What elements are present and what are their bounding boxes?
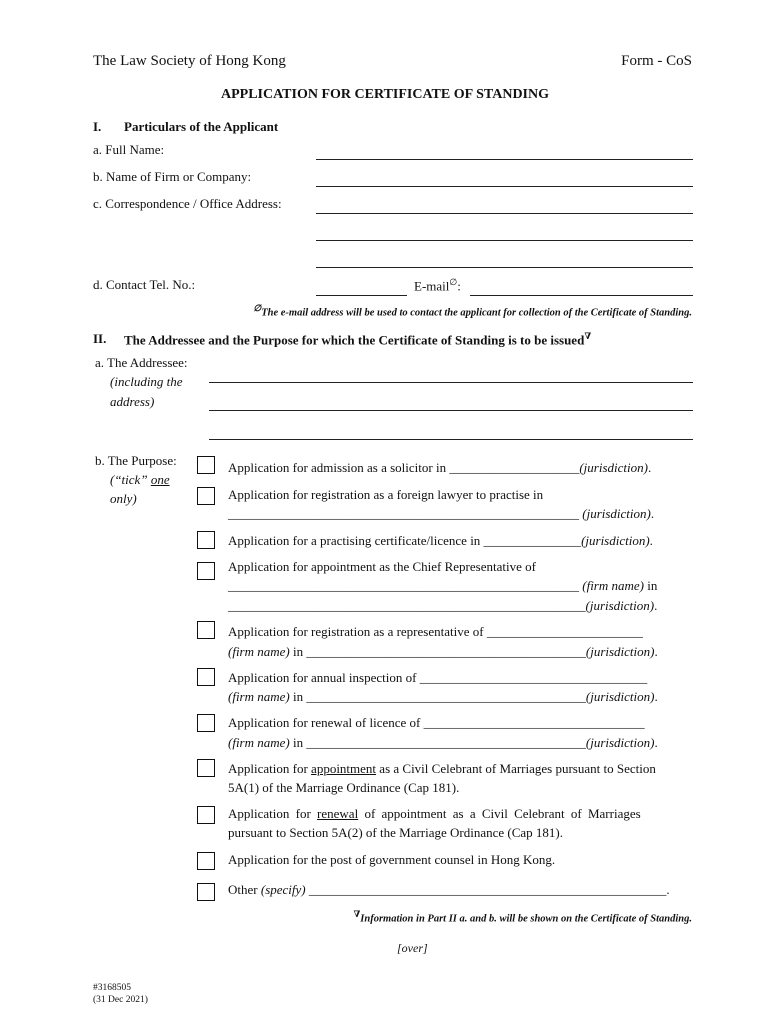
addressee-label: a. The Addressee: <box>95 355 188 370</box>
addressee-note-1: (including the <box>110 374 183 389</box>
option-foreign-lawyer-line-1: Application for registration as a foreign lawyer to practise in <box>228 487 544 502</box>
purpose-checkbox-representative[interactable] <box>197 621 215 639</box>
section2-footnote <box>354 909 692 925</box>
section2-number: II. <box>93 331 107 346</box>
purpose-checkbox-foreign-lawyer[interactable] <box>197 487 215 505</box>
option-practising-certificate-line-1: Application for a practising certificate/licence in _______________(jurisdiction). <box>228 533 653 548</box>
over-note: [over] <box>397 941 428 955</box>
purpose-label: b. The Purpose: <box>95 453 177 468</box>
document-reference: #3168505 <box>93 983 131 993</box>
option-chief-representative-line-3: _______________________________________________________(jurisdiction). <box>228 598 658 613</box>
option-foreign-lawyer-line-2: ______________________________________________________ (jurisdiction). <box>228 506 655 521</box>
address-label: c. Correspondence / Office Address: <box>93 196 282 211</box>
section2-footnote-text: Information in Part II a. and b. will be shown on the Certificate of Standing. <box>360 913 692 925</box>
option-representative-line-2: (firm name) in ___________________________________________(jurisdiction). <box>228 644 658 659</box>
option-other-line-1: Other (specify) _______________________________________________________. <box>228 882 670 897</box>
addressee-field-line-3[interactable] <box>209 439 693 440</box>
purpose-checkbox-admission[interactable] <box>197 456 215 474</box>
purpose-checkbox-annual-inspection[interactable] <box>197 668 215 686</box>
page-title: APPLICATION FOR CERTIFICATE OF STANDING <box>220 87 549 102</box>
email-field[interactable] <box>470 295 693 296</box>
option-renewal-licence-line-1: Application for renewal of licence of __________________________________ <box>228 715 645 730</box>
purpose-checkbox-government-counsel[interactable] <box>197 852 215 870</box>
addressee-field-line-2[interactable] <box>209 410 693 411</box>
option-civil-celebrant-renewal-line-1: Application for renewal of appointment as a Civil Celebrant of Marriages <box>228 806 641 821</box>
full-name-label: a. Full Name: <box>93 142 165 157</box>
email-footnote-mark: ∅ <box>449 277 458 287</box>
tel-field[interactable] <box>316 295 407 296</box>
option-civil-celebrant-appointment-line-2: 5A(1) of the Marriage Ordinance (Cap 181). <box>228 780 460 795</box>
purpose-checkbox-other[interactable] <box>197 883 215 901</box>
option-annual-inspection-line-1: Application for annual inspection of ___________________________________ <box>228 670 648 685</box>
option-civil-celebrant-appointment-line-1: Application for appointment as a Civil Celebrant of Marriages pursuant to Section <box>228 761 656 776</box>
section2-footnote-symbol: ∇ <box>353 909 361 919</box>
firm-field[interactable] <box>316 186 693 187</box>
option-admission-line-1: Application for admission as a solicitor in ____________________(jurisdiction). <box>228 460 652 475</box>
tel-label: d. Contact Tel. No.: <box>93 277 196 292</box>
full-name-field[interactable] <box>316 159 693 160</box>
org-name: The Law Society of Hong Kong <box>93 53 286 69</box>
email-footnote <box>253 303 692 319</box>
section2-heading <box>124 331 591 348</box>
option-government-counsel-line-1: Application for the post of government counsel in Hong Kong. <box>228 852 556 867</box>
form-code: Form - CoS <box>621 53 692 69</box>
section1-number: I. <box>93 119 102 134</box>
document-date: (31 Dec 2021) <box>93 995 148 1005</box>
option-annual-inspection-line-2: (firm name) in ___________________________________________(jurisdiction). <box>228 689 658 704</box>
section1-heading: Particulars of the Applicant <box>124 119 279 134</box>
purpose-checkbox-civil-celebrant-appointment[interactable] <box>197 759 215 777</box>
addressee-note-2: address) <box>110 394 155 409</box>
option-renewal-licence-line-2: (firm name) in ___________________________________________(jurisdiction). <box>228 735 658 750</box>
address-field-line-2[interactable] <box>316 240 693 241</box>
address-field-line-3[interactable] <box>316 267 693 268</box>
purpose-note-1 <box>110 472 170 488</box>
email-label-colon: : <box>457 278 461 294</box>
section2-heading-text: The Addressee and the Purpose for which the Certificate of Standing is to be issued <box>124 332 585 348</box>
email-label-text: E-mail <box>414 278 450 294</box>
email-footnote-text: The e-mail address will be used to contact the applicant for collection of the Certificate of Standing. <box>261 307 692 319</box>
section2-heading-mark: ∇ <box>584 331 592 341</box>
addressee-field-line-1[interactable] <box>209 382 693 383</box>
purpose-checkbox-practising-certificate[interactable] <box>197 531 215 549</box>
purpose-note-1-text: (“tick” one <box>110 472 170 487</box>
address-field-line-1[interactable] <box>316 213 693 214</box>
option-representative-line-1: Application for registration as a representative of ________________________ <box>228 624 643 639</box>
email-label <box>414 277 461 294</box>
purpose-note-2: only) <box>110 491 137 506</box>
purpose-checkbox-renewal-licence[interactable] <box>197 714 215 732</box>
purpose-checkbox-chief-representative[interactable] <box>197 562 215 580</box>
option-civil-celebrant-renewal-line-2: pursuant to Section 5A(2) of the Marriage Ordinance (Cap 181). <box>228 825 564 840</box>
email-footnote-symbol: ∅ <box>253 303 262 313</box>
purpose-checkbox-civil-celebrant-renewal[interactable] <box>197 806 215 824</box>
option-chief-representative-line-2: ______________________________________________________ (firm name) in <box>228 578 658 593</box>
firm-label: b. Name of Firm or Company: <box>93 169 252 184</box>
option-chief-representative-line-1: Application for appointment as the Chief Representative of <box>228 559 536 574</box>
